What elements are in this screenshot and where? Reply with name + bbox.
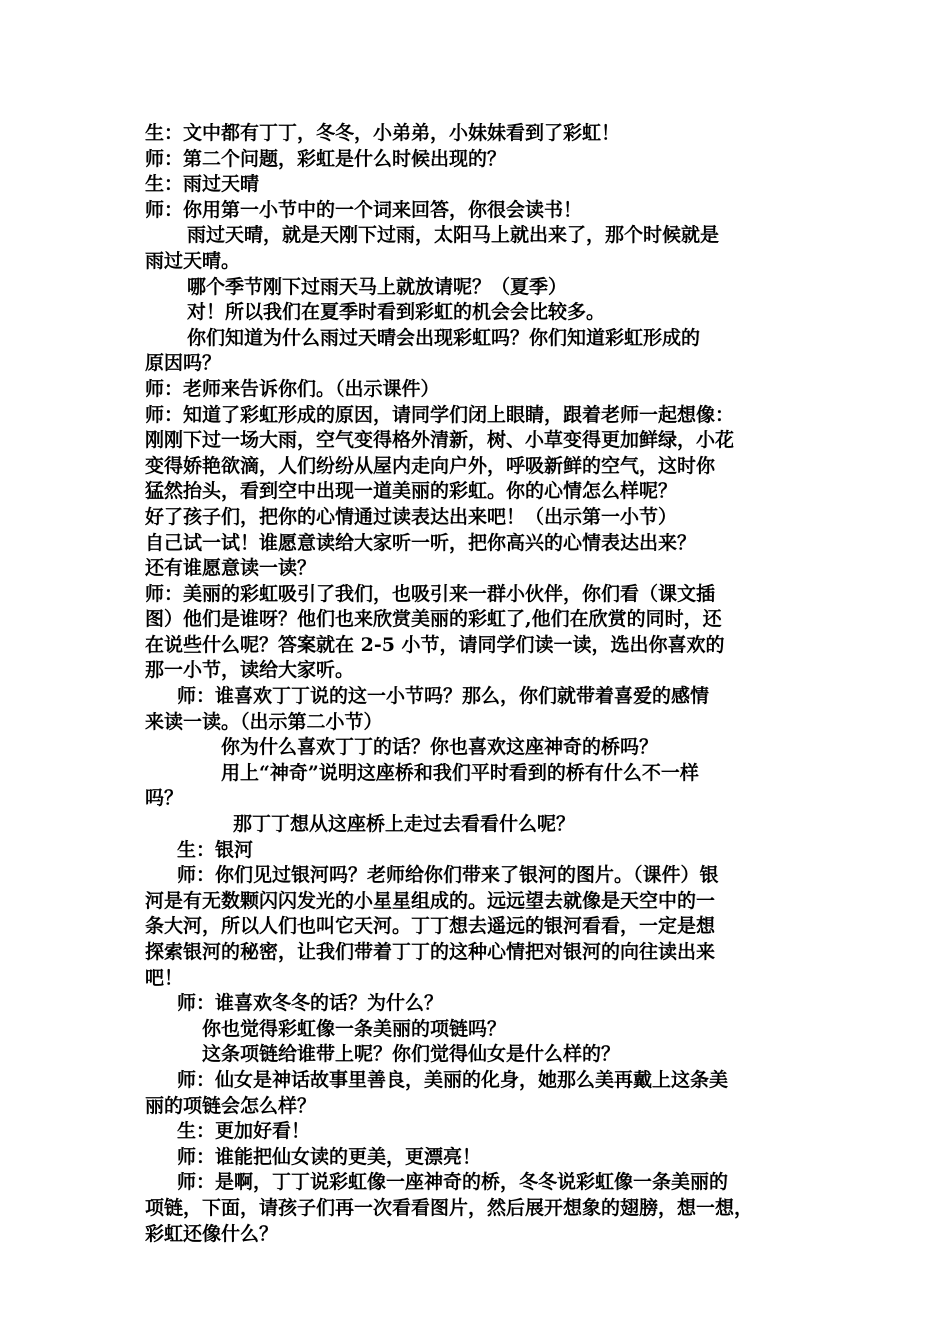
text-line: 师：你用第一小节中的一个词来回答，你很会读书！ [145, 198, 583, 221]
text-line: 那一小节，读给大家听。 [145, 659, 355, 682]
text-line: 对！所以我们在夏季时看到彩虹的机会会比较多。 [187, 301, 606, 324]
text-line: 猛然抬头，看到空中出现一道美丽的彩虹。你的心情怎么样呢？ [145, 480, 678, 503]
text-line: 师：你们见过银河吗？老师给你们带来了银河的图片。（课件）银 [177, 864, 719, 887]
text-line: 来读一读。（出示第二小节） [145, 710, 383, 733]
text-line: 生：文中都有丁丁，冬冬，小弟弟，小妹妹看到了彩虹！ [145, 122, 621, 144]
text-line: 吗？ [145, 787, 184, 810]
text-line: 条大河，所以人们也叫它天河。丁丁想去遥远的银河看看，一定是想 [145, 915, 716, 938]
text-line: 在说些什么呢？答案就在 2-5 小节，请同学们读一读，选出你喜欢的 [145, 633, 725, 656]
text-line: 你为什么喜欢丁丁的话？你也喜欢这座神奇的桥吗？ [221, 736, 659, 759]
text-line: 这条项链给谁带上呢？你们觉得仙女是什么样的？ [202, 1043, 621, 1066]
text-line: 还有谁愿意读一读？ [145, 557, 317, 580]
text-line: 雨过天晴。 [145, 249, 241, 272]
text-line: 彩虹还像什么？ [145, 1222, 279, 1245]
text-line: 吧！ [145, 966, 184, 989]
text-line: 师：是啊，丁丁说彩虹像一座神奇的桥，冬冬说彩虹像一条美丽的 [177, 1171, 729, 1194]
text-line: 你们知道为什么雨过天晴会出现彩虹吗？你们知道彩虹形成的 [187, 326, 701, 349]
text-line: 师：美丽的彩虹吸引了我们，也吸引来一群小伙伴，你们看（课文插 [145, 582, 716, 605]
text-line: 那丁丁想从这座桥上走过去看看什么呢？ [233, 813, 576, 836]
text-line: 师：谁能把仙女读的更美，更漂亮！ [177, 1145, 482, 1168]
text-line: 用上“神奇”说明这座桥和我们平时看到的桥有什么不一样 [221, 761, 699, 784]
text-line: 雨过天晴，就是天刚下过雨，太阳马上就出来了，那个时候就是 [187, 224, 720, 247]
text-line: 项链，下面，请孩子们再一次看看图片，然后展开想象的翅膀，想一想， [145, 1196, 754, 1219]
text-line: 河是有无数颗闪闪发光的小星星组成的。远远望去就像是天空中的一 [145, 889, 716, 912]
text-line: 你也觉得彩虹像一条美丽的项链吗？ [202, 1017, 507, 1040]
text-line: 好了孩子们，把你的心情通过读表达出来吧！（出示第一小节） [145, 505, 678, 528]
text-line: 图）他们是谁呀？他们也来欣赏美丽的彩虹了,他们在欣赏的同时，还 [145, 608, 722, 631]
text-line: 变得娇艳欲滴，人们纷纷从屋内走向户外，呼吸新鲜的空气，这时你 [145, 454, 716, 477]
text-line: 师：谁喜欢丁丁说的这一小节吗？那么，你们就带着喜爱的感情 [177, 685, 710, 708]
text-line: 师：谁喜欢冬冬的话？为什么？ [177, 992, 444, 1015]
text-line: 师：知道了彩虹形成的原因，请同学们闭上眼睛，跟着老师一起想像： [145, 403, 735, 426]
text-line: 生：雨过天晴 [145, 173, 260, 196]
text-line: 师：第二个问题，彩虹是什么时候出现的？ [145, 147, 507, 170]
text-line: 原因吗？ [145, 352, 222, 375]
text-line: 哪个季节刚下过雨天马上就放请呢？（夏季） [187, 275, 568, 298]
text-line: 生：银河 [177, 838, 254, 861]
text-line: 生：更加好看！ [177, 1120, 311, 1143]
document-body [145, 121, 815, 1247]
text-line: 自己试一试！谁愿意读给大家听一听，把你高兴的心情表达出来？ [145, 531, 697, 554]
text-line: 丽的项链会怎么样？ [145, 1094, 317, 1117]
text-line: 刚刚下过一场大雨，空气变得格外清新，树、小草变得更加鲜绿，小花 [145, 429, 735, 452]
text-line: 师：老师来告诉你们。（出示课件） [145, 377, 440, 400]
text-line: 师：仙女是神话故事里善良，美丽的化身，她那么美再戴上这条美 [177, 1068, 729, 1091]
text-line: 探索银河的秘密，让我们带着丁丁的这种心情把对银河的向往读出来 [145, 941, 716, 963]
